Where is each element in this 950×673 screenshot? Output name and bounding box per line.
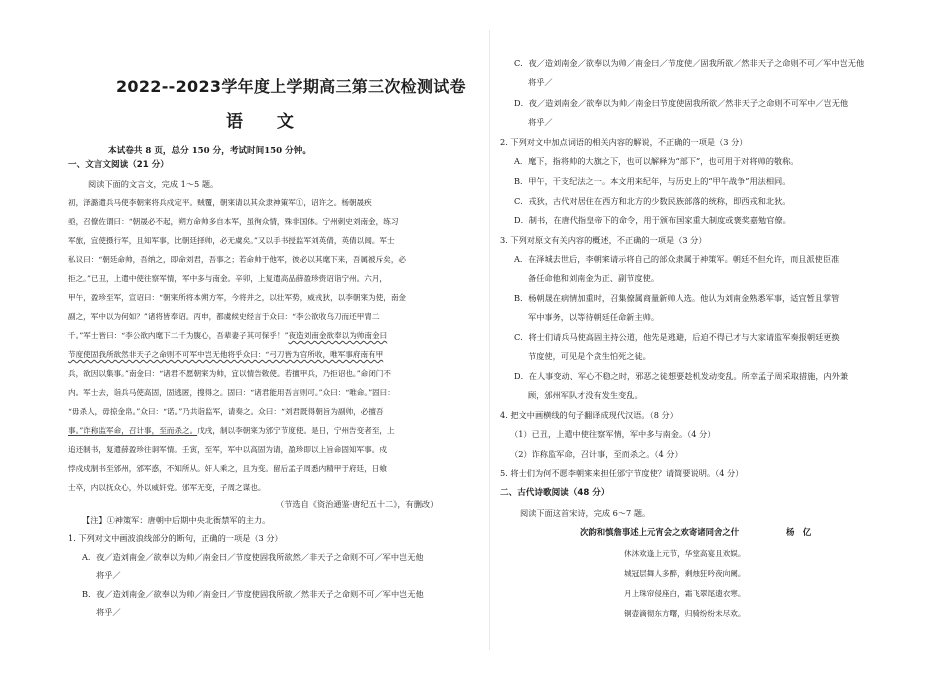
- question-1-option-d-cont: 将乎／: [528, 117, 553, 127]
- question-3-option-b-cont: 军中事务，以等待朝廷任命新主帅。: [528, 312, 660, 322]
- question-1-option-a: A．夜／造刘南金／欲奉以为帅／南金曰／节度使固我所欲然／非天子之命则不可／军中岂无他: [82, 552, 424, 562]
- subject-title: 语 文: [226, 112, 308, 132]
- passage-source: （节选自《资治通鉴·唐纪五十二》，有删改）: [276, 499, 439, 509]
- question-3-option-d: D．在人事变动、军心不稳之时，邪恶之徒想要趁机发动变乱。所幸孟子周采取措施，内外兼: [514, 371, 849, 381]
- passage-line: 兵，欲因以集事。”南金曰：“诸君不愿朝宷为帅，宜以情告敕使。若擅甲兵，乃拒诏也。”命闭门不: [68, 369, 391, 378]
- passage-line: 追还制书，复遣薛盈珍往诇军情。壬寅，至军，军中以高固为请，盈珍即以上旨命固知军事。戍: [68, 445, 387, 454]
- question-5-stem: 5. 将士们为何不愿李朝宷来担任邠宁节度使？请简要说明。（4 分）: [500, 468, 744, 478]
- question-2-option-d: D．制书，在唐代指皇帝下的命令，用于颁布国家重大制度或褒奖嘉勉官僚。: [514, 215, 791, 225]
- question-3-option-d-cont: 顾，邠州军队才没有发生变乱。: [528, 390, 643, 400]
- poem-line: 城冠层舞人多醉，剩烛狂吟夜向阑。: [624, 569, 746, 578]
- passage-line: 士卒，内以抚众心，外以威奸党。邠军无变，子周之谋也。: [68, 483, 266, 492]
- question-4-item-2: （2）诈称监军命，召计事，至而杀之。（4 分）: [510, 449, 683, 459]
- question-3-option-b: B．杨朝晟在病情加重时，召集僚属商量新帅人选。他认为刘南金熟悉军事，适宜暂且掌管: [514, 293, 840, 303]
- passage-line: 初，泽潞遣兵马使李朝宷将兵戍定平。贼覆，朝宷请以其众隶神策军①，诏许之。杨朝晟疾: [68, 198, 372, 207]
- question-3-option-a-cont: 备任命他和刘南金为正、副节度使。: [528, 273, 660, 283]
- question-1-option-d: D．夜／造刘南金／欲奉以为帅／南金曰节度使固我所欲／然非天子之命则不可军中／岂无他: [514, 98, 849, 108]
- exam-title: 2022--2023学年度上学期高三第三次检测试卷: [116, 77, 466, 96]
- question-3-option-c: C．将士们请兵马使高固主持公道，他先是逃避，后迫不得已才与大家请监军奏报朝廷更换: [514, 332, 840, 342]
- passage-line: “毋杀人，毋掠金帛。”众曰：“诺。”乃共诣监军，请奏之。众曰：“刘君既得朝旨为副帅，必擅吾: [68, 407, 384, 416]
- passage-line: 军旅，宜使摄行军，且知军事，比朝廷择帅，必无虞矣。”又以手书授监军刘英倩，英倩以闻。军士: [68, 236, 395, 245]
- section2-instruction: 阅读下面这首宋诗，完成 6～7 题。: [520, 508, 651, 518]
- question-3-option-c-cont: 节度使，可见是个贪生怕死之徒。: [528, 351, 651, 361]
- poem-author: 杨 亿: [786, 527, 812, 537]
- passage-line: 甲午，盈珍至军，宣诏曰：“朝宷所将本朔方军，今将并之，以壮军势，威戎狄，以李朝宷为使，南金: [68, 293, 407, 302]
- passage-line-wavy: 节度使固我所欲然非天子之命则不可军中岂无他将乎众曰：“弓刀皆为官所收，唯军事府南有甲: [68, 350, 384, 359]
- question-2-option-a: A．麾下，指将帅的大旗之下，也可以解释为“部下”，也可用于对将帅的敬称。: [514, 156, 799, 166]
- passage-line-underlined: 事。”诈称监军命，召计事，至而杀之。戊戌，制以李朝宷为邠宁节度使。是日，宁州告变者至，上: [68, 426, 395, 435]
- passage-line: 拒之。”已丑，上遣中使往察军情，军中多与南金。辛卯，上复遣高品薛盈珍赍诏诣宁州。六月，: [68, 274, 388, 283]
- section1-instruction: 阅读下面的文言文，完成 1～5 题。: [88, 179, 219, 189]
- question-1-option-b: B．夜／造刘南金／欲奉以为帅／南金曰／节度使固我所欲／然非天子之命则不可／军中岂无他: [82, 589, 424, 599]
- question-1-stem: 1. 下列对文中画波浪线部分的断句，正确的一项是（3 分）: [68, 533, 283, 543]
- section1-heading: 一、文言文阅读（21 分）: [68, 160, 169, 170]
- question-1-option-c: C．夜／造刘南金／欲奉以为帅／南金曰／节度使／固我所欲／然非天子之命则不可／军中岂无他: [514, 58, 865, 68]
- question-2-option-c: C．戎狄，古代对居住在西方和北方的少数民族部落的统称，即西戎和北狄。: [514, 196, 791, 206]
- passage-line: 内。军士去，诣兵马使高固，固逃匿，搜得之。固曰：“诸君能用吾言则可。”众曰：“唯命。”固曰：: [68, 388, 395, 397]
- passage-line: 悖戍戍制书至邠州，邠军惑，不知所从。奸人乘之，且为变。留后孟子周悉内精甲于府廷，日飨: [68, 464, 387, 473]
- question-1-option-c-cont: 将乎／: [528, 77, 553, 87]
- column-divider: [489, 30, 490, 650]
- poem-line: 月上珠帘侵座白，霜飞翠尾遗衣寒。: [624, 589, 746, 598]
- poem-title: 次韵和慎詹事述上元宵会之欢寄诸同舍之什: [580, 527, 740, 537]
- passage-line: 副之，军中以为何如？”诸将皆奉诏。丙申，都虞候史经言于众曰：“李公欲收乌刀而还甲胄二: [68, 312, 380, 321]
- exam-info: 本试卷共 8 页，总分 150 分，考试时间150 分钟。: [108, 146, 311, 156]
- passage-line-wavy: 千。”军士皆曰：“李公欲内麾下二千为腹心，吾辈妻子其可保乎！”夜造刘南金欲奉以为帅南金曰: [68, 331, 388, 340]
- question-4-stem: 4. 把文中画横线的句子翻译成现代汉语。（8 分）: [500, 410, 678, 420]
- question-2-stem: 2. 下列对文中加点词语的相关内容的解说，不正确的一项是（3 分）: [500, 137, 748, 147]
- poem-line: 休沐欢逢上元节，华堂高宴且欢娱。: [624, 549, 746, 558]
- section2-heading: 二、古代诗歌阅读（48 分）: [500, 488, 610, 498]
- question-4-item-1: （1）已丑，上遣中使往察军情，军中多与南金。（4 分）: [510, 429, 716, 439]
- question-1-option-a-cont: 将乎／: [96, 570, 121, 580]
- passage-note: 【注】①神策军：唐朝中后期中央北衙禁军的主力。: [82, 515, 271, 525]
- passage-line: 亟，召僚佐谓曰：“朝晟必不起，朔方命帅多自本军，虽徇众情，殊非国体。宁州刺史刘南金，练习: [68, 217, 399, 226]
- poem-line: 铜壶滴彻东方曙，归骑纷纷未尽欢。: [624, 609, 746, 618]
- question-2-option-b: B．甲午，干支纪法之一。本文用来纪年，与历史上的“甲午战争”用法相同。: [514, 176, 791, 186]
- passage-line: 私议曰：“朝廷命帅，吾纳之，即命刘君，吾事之；若命帅于他军，彼必以其麾下来，吾属被斥矣，必: [68, 255, 407, 264]
- question-3-option-a: A．在泽城去世后，李朝宷请示将自己的部众隶属于神策军。朝廷不但允许，而且派使臣准: [514, 254, 840, 264]
- question-1-option-b-cont: 将乎／: [96, 607, 121, 617]
- question-3-stem: 3. 下列对原文有关内容的概述，不正确的一项是（3 分）: [500, 235, 707, 245]
